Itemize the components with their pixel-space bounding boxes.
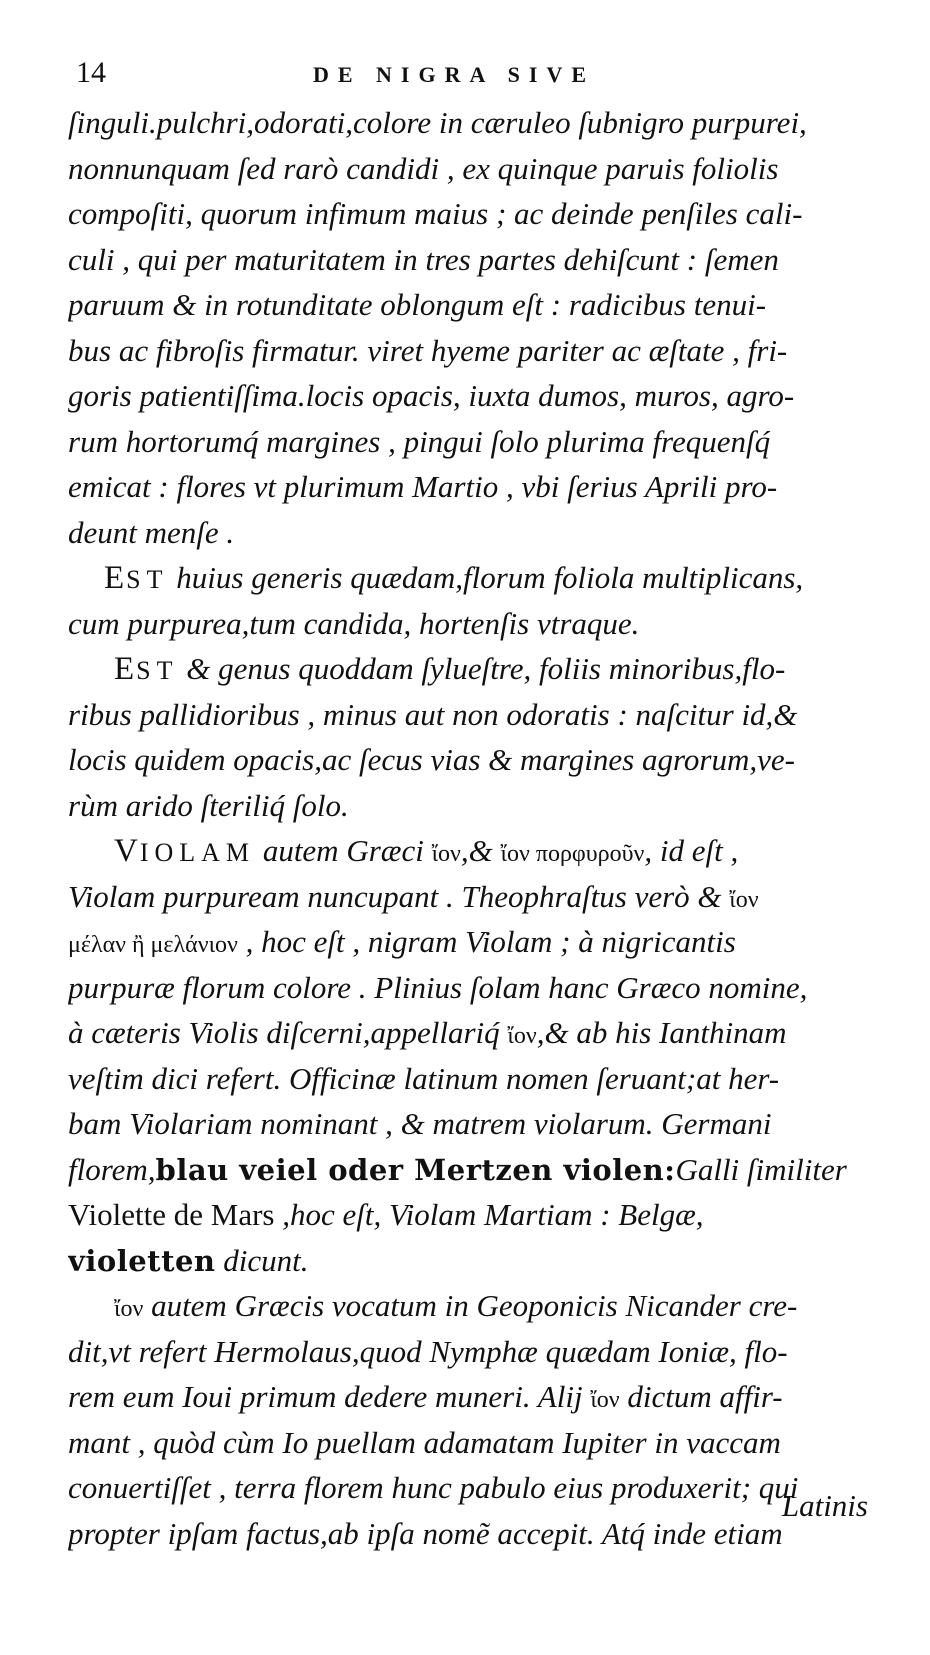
running-head (68, 56, 840, 96)
text-line: ἴον autem Græcis vocatum in Geoponicis Nicander cre- (114, 1288, 798, 1323)
text-line: emicat : flores vt plurimum Martio , vbi ſerius Aprili pro- (68, 469, 778, 504)
text-line: nonnunquam ſed rarò candidi , ex quinque paruis foliolis (68, 150, 779, 186)
text-line: violetten dicunt. (68, 1242, 309, 1278)
roman-french: Violette de Mars (68, 1197, 275, 1232)
running-title: DE NIGRA SIVE (312, 62, 596, 87)
text-line: conuertiſſet , terra florem hunc pabulo eius produxerit; qui (68, 1470, 799, 1505)
text-line: EST huius generis quædam,florum foliola multiplicans, (104, 560, 804, 596)
small-caps: ST (126, 565, 169, 594)
text-line: bam Violariam nominant , & matrem violarum. Germani (68, 1106, 772, 1141)
text-line: culi , qui per maturitatem in tres partes dehiſcunt : ſemen (68, 241, 779, 277)
paragraph-description (68, 100, 870, 555)
blackletter-dutch: violetten (68, 1243, 216, 1278)
text-line: florem,blau veiel oder Mertzen violen:Galli ſimiliter (68, 1151, 847, 1187)
text-line: à cæteris Violis diſcerni,appellariq́ ἴον,& ab his Ianthinam (68, 1015, 787, 1050)
greek-word: ἴον (590, 1387, 620, 1413)
text-line: μέλαν ἢ μελάνιον , hoc eſt , nigram Violam ; à nigricantis (68, 924, 736, 959)
greek-word: ἴον (114, 1296, 144, 1322)
blackletter-german: blau veiel oder Mertzen violen: (155, 1152, 676, 1187)
text-line: locis quidem opacis,ac ſecus vias & margines agrorum,ve- (68, 742, 795, 777)
initial-letter: E (104, 560, 127, 596)
text-line: rem eum Ioui primum dedere muneri. Alij ἴον dictum affir- (68, 1379, 783, 1414)
small-caps: IOLAM (139, 838, 256, 867)
text-line: VIOLAM autem Græci ἴον,& ἴον πορφυροῦν, id eſt , (114, 833, 739, 869)
text-line: Violette de Mars ,hoc eſt, Violam Martiam : Belgæ, (68, 1197, 704, 1232)
body-text (68, 100, 870, 1556)
greek-word: ἴον (507, 1023, 537, 1049)
text-line: goris patientiſſima.locis opacis, iuxta dumos, muros, agro- (68, 378, 795, 413)
paragraph-wild-variety (68, 646, 870, 828)
greek-word: ἴον πορφυροῦν (500, 841, 645, 867)
page-number: 14 (76, 56, 106, 89)
greek-word: ἴον (431, 841, 461, 867)
greek-word: ἴον (729, 886, 759, 913)
text-line: bus ac fibroſis firmatur. viret hyeme pariter ac æſtate , fri- (68, 332, 788, 368)
greek-word: μέλαν ἢ μελάνιον (68, 932, 238, 958)
text-line: ribus pallidioribus , minus aut non odoratis : naſcitur id,& (68, 696, 798, 732)
text-line: compoſiti, quorum infimum maius ; ac deinde penſiles cali- (68, 196, 803, 231)
text-line: purpuræ florum colore . Plinius ſolam hanc Græco nomine, (68, 969, 808, 1005)
text-line: rùm arido ſteriliq́ ſolo. (68, 787, 349, 823)
text-line: propter ipſam factus,ab ipſa nomẽ accepit. Atq́ inde etiam (68, 1515, 783, 1551)
paragraph-garden-variety (68, 555, 870, 646)
initial-letter: E (114, 651, 137, 687)
text-line: paruum & in rotunditate oblongum eſt : radicibus tenui- (68, 287, 767, 322)
text-line: ſinguli.pulchri,odorati,colore in cæruleo ſubnigro purpurei, (68, 105, 807, 140)
text-line: rum hortorumq́ margines , pingui ſolo plurima frequenſq́ (68, 423, 771, 459)
small-caps: ST (136, 656, 179, 685)
initial-letter: V (114, 833, 140, 869)
text-line: cum purpurea,tum candida, hortenſis vtraque. (68, 605, 640, 641)
text-line: Violam purpuream nuncupant . Theophraſtus verò & ἴον (68, 878, 759, 914)
text-line: dit,vt refert Hermolaus,quod Nymphæ quædam Ioniæ, flo- (68, 1333, 788, 1369)
paragraph-etymology (68, 1283, 870, 1556)
text-line: veſtim dici refert. Officinæ latinum nomen ſeruant;at her- (68, 1060, 780, 1096)
text-line: EST & genus quoddam ſylueſtre, foliis minoribus,flo- (114, 651, 786, 687)
text-line: deunt menſe . (68, 514, 235, 550)
catchword: Latinis (781, 1488, 868, 1523)
paragraph-names (68, 828, 870, 1283)
text-line: mant , quòd cùm Io puellam adamatam Iupiter in vaccam (68, 1424, 781, 1460)
